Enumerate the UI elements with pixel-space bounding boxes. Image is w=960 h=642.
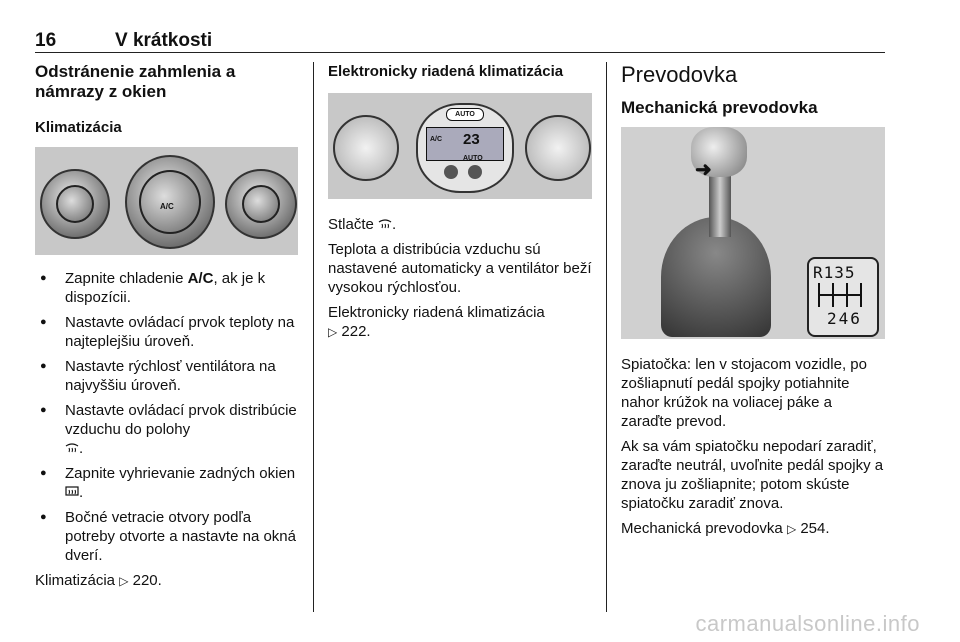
column-defog bbox=[35, 62, 298, 597]
lcd-display bbox=[426, 127, 504, 161]
column-transmission bbox=[621, 62, 886, 545]
temperature-knob bbox=[40, 169, 110, 239]
auto-label: AUTO bbox=[463, 155, 483, 162]
reference-arrow-icon: ▷ bbox=[328, 325, 338, 339]
gear-pattern-bottom: 246 bbox=[827, 309, 862, 328]
watermark: carmanualsonline.info bbox=[695, 611, 920, 636]
temperature-readout: 23 bbox=[463, 131, 480, 148]
column-electronic-climate bbox=[328, 62, 592, 348]
list-item: ● Nastavte ovládací prvok teploty na najteplejšiu úroveň. bbox=[35, 313, 298, 351]
list-item: ● Zapnite chladenie A/C, ak je k dispozícii. bbox=[35, 269, 298, 307]
paragraph: Teplota a distribúcia vzduchu sú nastavené automaticky a ventilátor beží vysokou rýchlosťou. bbox=[328, 241, 592, 296]
list-item: ● Nastavte rýchlosť ventilátora na najvyššiu úroveň. bbox=[35, 357, 298, 395]
auto-button: AUTO bbox=[446, 108, 484, 121]
shift-pattern-lines bbox=[813, 283, 873, 307]
gear-lever-figure bbox=[621, 127, 885, 339]
button bbox=[468, 165, 482, 179]
cross-reference: Mechanická prevodovka ▷ 254. bbox=[621, 520, 830, 537]
paragraph: Stlačte . bbox=[328, 216, 397, 233]
reference-arrow-icon: ▷ bbox=[786, 522, 797, 536]
electronic-climate-figure bbox=[328, 93, 592, 199]
ac-label: A/C bbox=[160, 202, 174, 211]
cross-reference: Klimatizácia ▷ 220. bbox=[35, 572, 162, 589]
page-header bbox=[35, 30, 885, 53]
section-title: V krátkosti bbox=[115, 30, 213, 51]
windscreen-defrost-icon bbox=[378, 218, 392, 230]
list-item: ● Bočné vetracie otvory podľa potreby otvorte a nastavte na okná dverí. bbox=[35, 508, 298, 565]
column-divider bbox=[313, 62, 314, 612]
section-heading: Prevodovka bbox=[621, 62, 738, 87]
rear-window-heater-icon bbox=[65, 486, 79, 498]
page-number: 16 bbox=[35, 30, 57, 51]
arrow-icon: ➜ bbox=[695, 159, 712, 181]
subheading-manual-transmission: Mechanická prevodovka bbox=[621, 98, 818, 117]
subheading-electronic-climate: Elektronicky riadená klimatizácia bbox=[328, 63, 564, 80]
left-control-dial bbox=[333, 115, 399, 181]
fan-knob bbox=[125, 155, 215, 249]
column-divider bbox=[606, 62, 607, 612]
shift-pattern-plate bbox=[807, 257, 879, 337]
cross-reference: Elektronicky riadená klimatizácia ▷ 222. bbox=[328, 304, 545, 340]
list-item: ● Zapnite vyhrievanie zadných okien . bbox=[35, 464, 298, 502]
section-heading: Odstránenie zahmlenia a námrazy z okien bbox=[35, 62, 236, 101]
right-control-dial bbox=[525, 115, 591, 181]
paragraph: Spiatočka: len v stojacom vozidle, po zošliapnutí pedál spojky potiahnite nahor krúžok na voliacej páke a zaraďte prevod. bbox=[621, 356, 867, 430]
list-item: ● Nastavte ovládací prvok distribúcie vzduchu do polohy . bbox=[35, 401, 298, 458]
windscreen-defrost-icon bbox=[65, 442, 79, 454]
climate-control-figure bbox=[35, 147, 298, 255]
ac-label: A/C bbox=[430, 136, 443, 143]
reference-arrow-icon: ▷ bbox=[119, 574, 129, 588]
subheading-climate: Klimatizácia bbox=[35, 119, 122, 136]
paragraph: Ak sa vám spiatočku nepodarí zaradiť, zaraďte neutrál, uvoľnite pedál spojky a znova ju zošliapnite; potom skúste spiatočku zaradiť znova. bbox=[621, 438, 884, 512]
display-panel bbox=[416, 103, 514, 193]
gear-pattern-top: R135 bbox=[813, 263, 856, 282]
button bbox=[444, 165, 458, 179]
distribution-knob bbox=[225, 169, 297, 239]
instruction-list bbox=[35, 269, 298, 565]
